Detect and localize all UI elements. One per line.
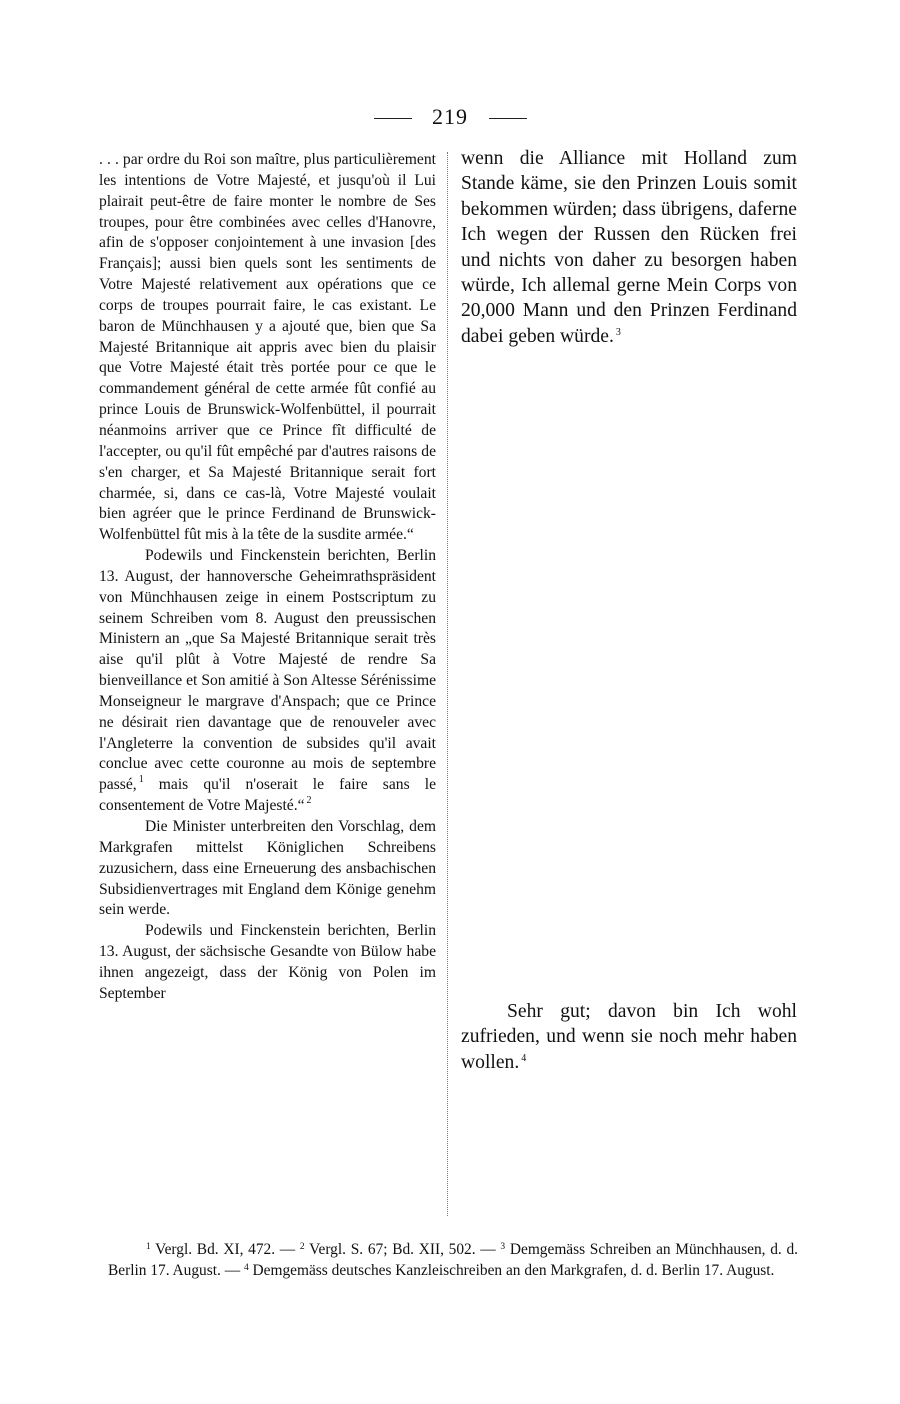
header-dash-right: [489, 118, 527, 119]
left-paragraph-3: Die Minister unterbreiten den Vorschlag, dem Markgrafen mittelst Königlichen Schreibens zuzusichern, dass eine Erneuerung des ansbachischen Subsidienvertrages mit England dem Könige genehm sein werde.: [99, 818, 436, 919]
page-header: [0, 104, 900, 130]
left-paragraph-1: . . . par ordre du Roi son maître, plus particulièrement les intentions de Votre Majesté, et jusqu'où il Lui plairait peut-être de faire monter le nombre de Ses troupes, pour être combinées avec celles d'Hanovre, afin de s'opposer conjointement à une invasion [des Français]; aussi bien quels sont les sentiments de Votre Majesté relativement aux opérations que ce corps de troupes pourrait faire, le cas existant. Le baron de Münchhausen y a ajouté que, bien que Sa Majesté Britannique ait appris avec bien du plaisir que Votre Majesté était très portée pour ce que le commandement général de cette armée fût confié au prince Louis de Brunswick-Wolfenbüttel, il pourrait néanmoins arriver que ce Prince fît difficulté de l'accepter, ou qu'il fût empêché par d'autres raisons de s'en charger, et Sa Majesté Britannique serait fort charmée, si, dans ce cas-là, Votre Majesté voulait bien agréer que le prince Ferdinand de Brunswick-Wolfenbüttel fût mis à la tête de la susdite armée.“: [99, 151, 436, 544]
footnote-text-4: Demgemäss deutsches Kanzleischreiben an den Markgrafen, d. d. Berlin 17. August.: [248, 1261, 775, 1279]
footnote-ref-1: 1: [138, 774, 144, 786]
left-paragraph-2-continued: mais qu'il n'oserait le faire sans le consentement de Votre Majesté.“: [99, 776, 436, 815]
left-column: [99, 150, 436, 1005]
right-bottom-text: Sehr gut; davon bin Ich wohl zufrieden, und wenn sie noch mehr haben wollen.: [461, 1001, 797, 1073]
column-divider: [447, 152, 448, 1216]
footnote-ref-2: 2: [306, 795, 312, 807]
footnote-ref-3: 3: [615, 326, 621, 338]
footnote-mark-3: 3: [500, 1242, 506, 1252]
footnote-text-2: Vergl. S. 67; Bd. XII, 502. —: [304, 1241, 501, 1258]
footnotes: [108, 1240, 798, 1281]
header-dash-left: [374, 118, 412, 119]
left-paragraph-4: Podewils und Finckenstein berichten, Berlin 13. August, der sächsische Gesandte von Bülow habe ihnen angezeigt, dass der König von Polen im September: [99, 922, 436, 1002]
left-paragraph-2-text: Podewils und Finckenstein berichten, Berlin 13. August, der hannoversche Geheimrathspräsident von Münchhausen zeige in einem Postscriptum zu seinem Schreiben vom 8. August den preussischen Ministern an „que Sa Majesté Britannique serait très aise qu'il plût à Votre Majesté de rendre Sa bienveillance et Son amitié à Son Altesse Sérénissime Monseigneur le margrave d'Anspach; que ce Prince ne désirait rien davantage que de renouveler avec l'Angleterre la convention de subsides qu'il avait conclue avec cette couronne au mois de septembre passé,: [99, 547, 436, 794]
page-number: 219: [432, 104, 468, 129]
footnote-block: [108, 1240, 798, 1281]
footnote-text-1: Vergl. Bd. XI, 472. —: [150, 1241, 300, 1258]
right-column-top: [461, 146, 797, 349]
right-top-paragraph: [461, 146, 797, 349]
left-paragraph-2: [99, 546, 436, 817]
right-column-bottom: [461, 999, 797, 1075]
right-bottom-paragraph: [461, 999, 797, 1075]
footnote-text-3: Demgemäss Schreiben an Münchhausen, d. d. Berlin 17. August. —: [108, 1241, 799, 1279]
footnote-mark-1: 1: [146, 1242, 151, 1252]
footnote-ref-4: 4: [521, 1052, 527, 1064]
footnote-mark-2: 2: [299, 1242, 305, 1252]
right-top-text: wenn die Alliance mit Holland zum Stande käme, sie den Prinzen Louis somit bekommen würden; dass übrigens, daferne Ich wegen der Russen den Rücken frei und nichts von daher zu besorgen haben würde, Ich allemal gerne Mein Corps von 20,000 Mann und den Prinzen Ferdinand dabei geben würde.: [461, 148, 797, 347]
footnote-mark-4: 4: [243, 1262, 249, 1273]
